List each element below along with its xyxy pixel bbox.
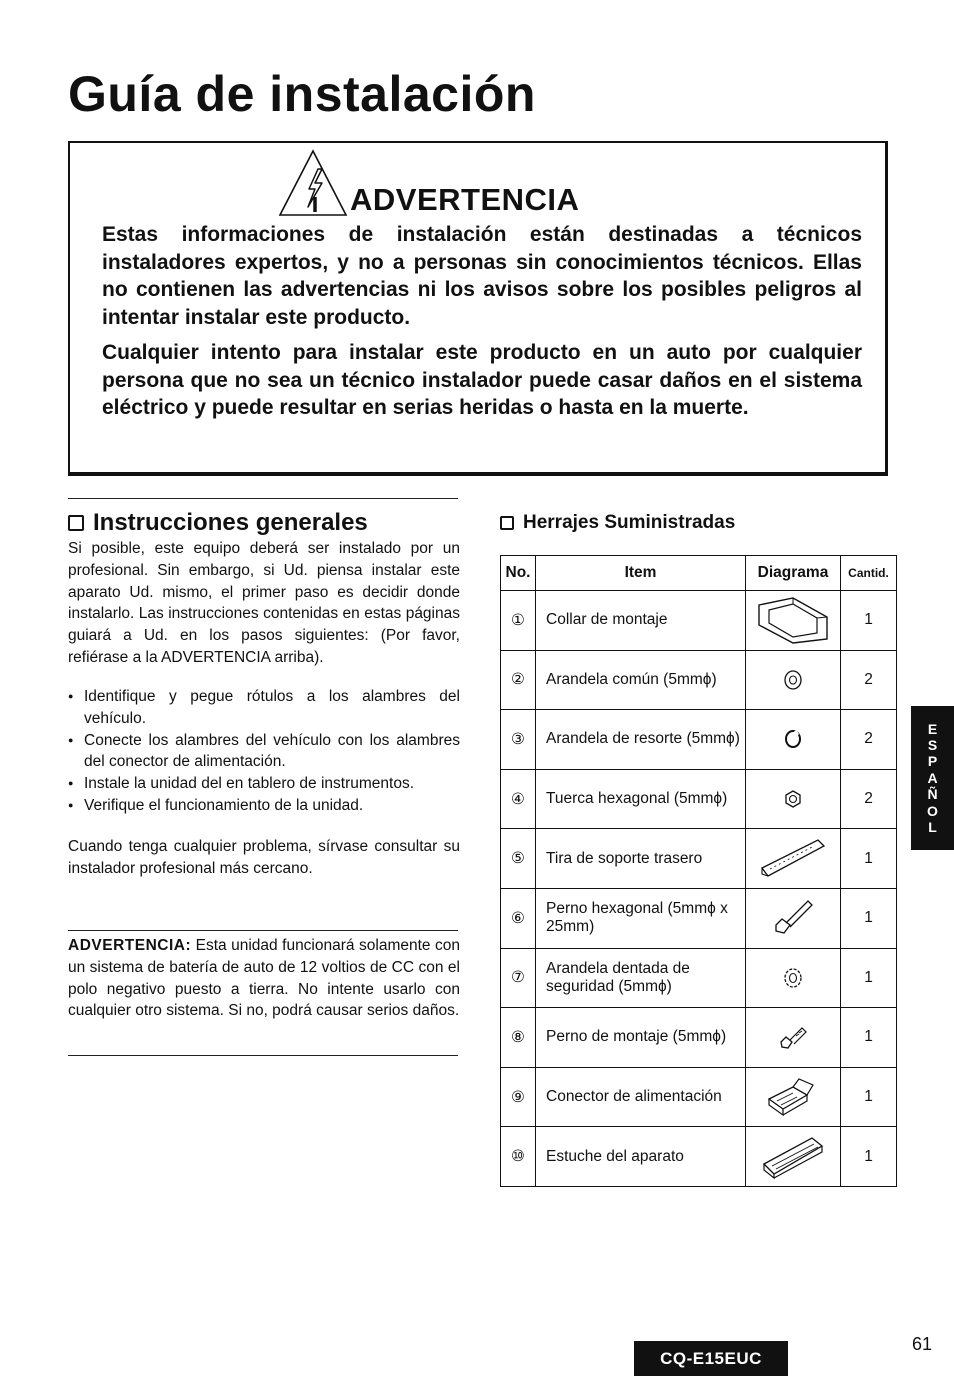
row-number: ⑨ <box>501 1067 536 1127</box>
row-qty: 1 <box>841 1067 897 1127</box>
column-header-no: No. <box>501 556 536 591</box>
divider <box>68 930 458 931</box>
table-row <box>501 829 897 889</box>
warning-triangle-icon <box>278 149 348 217</box>
row-item: Arandela dentada de seguridad (5mmϕ) <box>536 948 746 1008</box>
row-item: Tira de soporte trasero <box>536 829 746 889</box>
column-header-item: Item <box>536 556 746 591</box>
table-row <box>501 710 897 770</box>
row-qty: 1 <box>841 888 897 948</box>
mounting-bolt-icon <box>776 1022 810 1052</box>
side-tab-letter: L <box>928 819 937 836</box>
general-intro-text: Si posible, este equipo deberá ser instalado por un profesional. Sin embargo, si Ud. piensa instalar este aparato Ud. mismo, el primer paso es decidir donde instalarlo. Las instrucciones contenidas en estas páginas guiará a Ud. en los pasos siguientes: (Por favor, refiérase a la ADVERTENCIA arriba). <box>68 540 460 666</box>
page-number: 61 <box>912 1334 933 1354</box>
table-row <box>501 650 897 710</box>
hex-nut-icon <box>782 788 804 810</box>
warning-box <box>68 141 888 476</box>
row-number: ④ <box>501 769 536 829</box>
language-side-tab <box>911 706 954 850</box>
row-number: ⑤ <box>501 829 536 889</box>
battery-warning-text: Esta unidad funcionará solamente con un sistema de batería de auto de 12 voltios de CC con el polo negativo puesto a tierra. No intente usarlo con cualquier otro sistema. Si no, podrá causar serios daños. <box>68 937 460 1020</box>
column-header-diagram: Diagrama <box>746 556 841 591</box>
general-closing-text: Cuando tenga cualquier problema, sírvase consultar su instalador profesional más cercano. <box>68 838 460 877</box>
divider <box>68 1055 458 1056</box>
table-row <box>501 888 897 948</box>
spring-washer-icon <box>781 727 805 751</box>
row-item: Perno hexagonal (5mmϕ x 25mm) <box>536 888 746 948</box>
table-row <box>501 1008 897 1068</box>
mounting-collar-icon <box>753 595 833 645</box>
model-badge: CQ-E15EUC <box>634 1341 788 1376</box>
table-row <box>501 1127 897 1187</box>
row-number: ① <box>501 591 536 651</box>
row-qty: 1 <box>841 1127 897 1187</box>
checkbox-icon <box>68 515 84 531</box>
table-row <box>501 1067 897 1127</box>
lock-washer-icon <box>781 965 805 991</box>
row-number: ⑧ <box>501 1008 536 1068</box>
side-tab-letter: Ñ <box>927 786 938 803</box>
column-header-qty: Cantid. <box>841 556 897 591</box>
row-item: Collar de montaje <box>536 591 746 651</box>
battery-warning-lead: ADVERTENCIA: <box>68 937 192 954</box>
row-item: Arandela de resorte (5mmϕ) <box>536 710 746 770</box>
general-instructions-heading <box>68 508 368 538</box>
row-qty: 2 <box>841 769 897 829</box>
row-item: Tuerca hexagonal (5mmϕ) <box>536 769 746 829</box>
row-item: Conector de alimentación <box>536 1067 746 1127</box>
row-number: ⑥ <box>501 888 536 948</box>
checkbox-icon <box>500 516 514 530</box>
row-qty: 1 <box>841 1008 897 1068</box>
table-row <box>501 948 897 1008</box>
row-number: ⑦ <box>501 948 536 1008</box>
list-item: ● Identifique y pegue rótulos a los alambres del vehículo. <box>68 686 460 730</box>
hex-bolt-icon <box>768 895 818 941</box>
table-row <box>501 769 897 829</box>
warning-heading <box>278 171 579 217</box>
page-title: Guía de instalación <box>68 66 536 122</box>
rear-support-strap-icon <box>758 836 828 882</box>
general-bullet-list <box>68 686 460 817</box>
row-qty: 1 <box>841 829 897 889</box>
battery-warning <box>68 935 460 1022</box>
side-tab-letter: S <box>927 736 938 753</box>
row-item: Perno de montaje (5mmϕ) <box>536 1008 746 1068</box>
table-row <box>501 591 897 651</box>
row-qty: 2 <box>841 710 897 770</box>
power-connector-icon <box>763 1075 823 1119</box>
row-qty: 2 <box>841 650 897 710</box>
warning-paragraph-1: Estas informaciones de instalación están destinadas a técnicos instaladores expertos, y no a personas sin conocimientos técnicos. Ellas no contienen las advertencias ni los avisos sobre los posibles peligros al intentar instalar este producto. <box>102 223 862 329</box>
row-number: ③ <box>501 710 536 770</box>
parts-table <box>500 555 897 1187</box>
side-tab-letter: A <box>927 769 938 786</box>
row-qty: 1 <box>841 948 897 1008</box>
side-tab-letter: E <box>927 720 938 737</box>
row-qty: 1 <box>841 591 897 651</box>
side-tab-letter: P <box>927 753 938 770</box>
flat-washer-icon <box>781 668 805 692</box>
warning-heading-text: ADVERTENCIA <box>350 182 580 217</box>
row-number: ② <box>501 650 536 710</box>
list-item: ● Conecte los alambres del vehículo con los alambres del conector de alimentación. <box>68 730 460 774</box>
general-heading-text: Instrucciones generales <box>93 509 368 536</box>
unit-case-icon <box>760 1134 826 1180</box>
table-header-row <box>501 556 897 591</box>
warning-paragraph-2: Cualquier intento para instalar este producto en un auto por cualquier persona que no sea un técnico instalador puede casar daños en el sistema eléctrico y puede resultar en serias heridas o hasta en la muerte. <box>102 341 862 419</box>
parts-heading-text: Herrajes Suministradas <box>523 512 736 533</box>
divider <box>68 498 458 499</box>
row-number: ⑩ <box>501 1127 536 1187</box>
supplied-parts-heading <box>500 510 735 536</box>
list-item: ● Verifique el funcionamiento de la unidad. <box>68 795 460 817</box>
row-item: Estuche del aparato <box>536 1127 746 1187</box>
list-item: ● Instale la unidad del en tablero de instrumentos. <box>68 773 460 795</box>
row-item: Arandela común (5mmϕ) <box>536 650 746 710</box>
side-tab-letter: O <box>927 802 938 819</box>
